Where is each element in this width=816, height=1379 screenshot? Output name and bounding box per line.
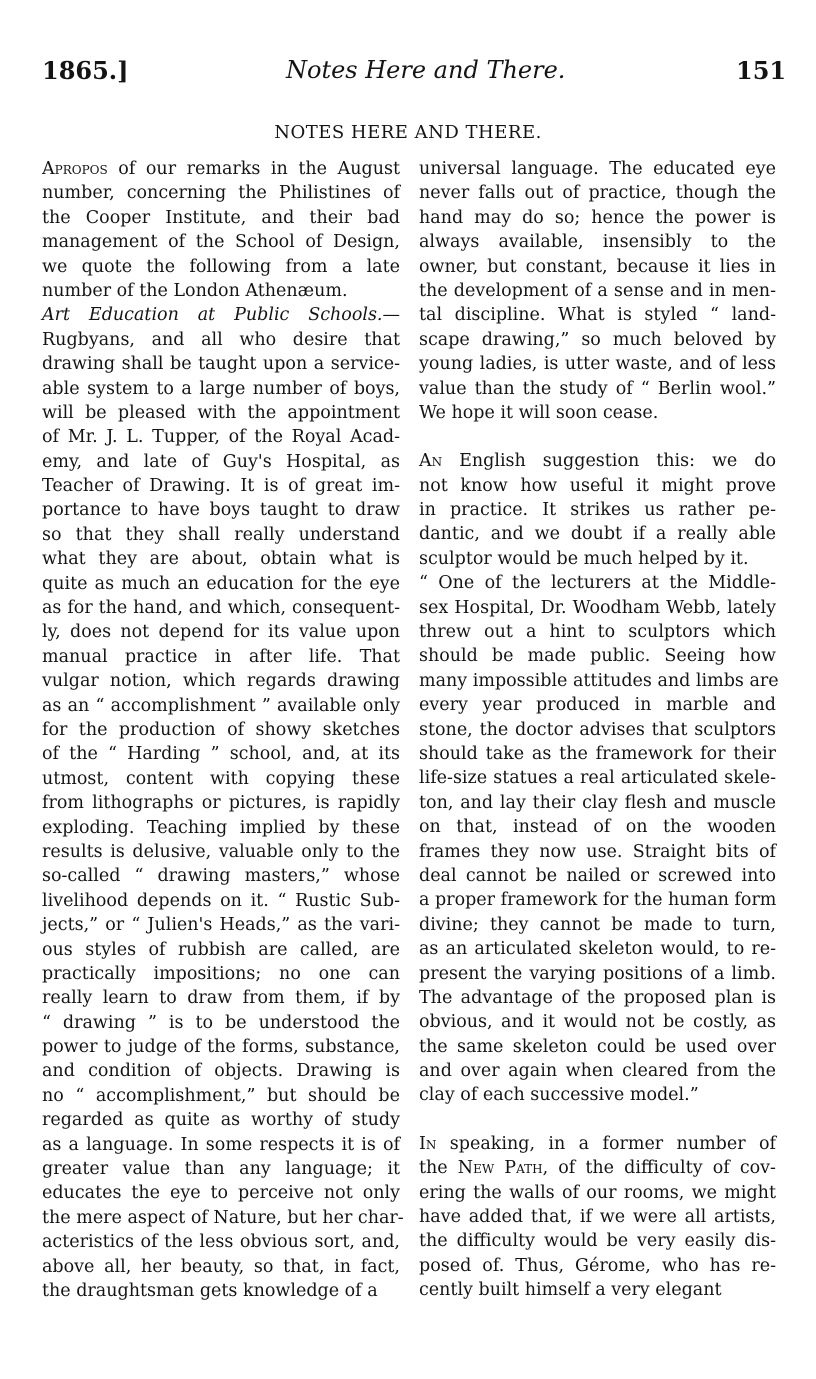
text-line: no “ accomplishment,” but should be xyxy=(42,1085,400,1106)
text-line: utmost, content with copying these xyxy=(42,768,400,789)
header-running-title: Notes Here and There. xyxy=(286,56,566,84)
text-line: the difficulty would be very easily dis- xyxy=(419,1231,776,1252)
text-line: able system to a large number of boys, xyxy=(42,378,400,399)
text-line: as for the hand, and which, consequent- xyxy=(42,598,400,619)
text-line: will be pleased with the appointment xyxy=(42,402,400,423)
text-line: dantic, and we doubt if a really able xyxy=(419,524,776,545)
text-line: drawing shall be taught upon a service- xyxy=(42,354,400,375)
text-line: so that they shall really understand xyxy=(42,524,400,545)
text-line: present the varying positions of a limb. xyxy=(419,963,776,984)
text-line: divine; they cannot be made to turn, xyxy=(419,914,776,935)
text-line: from lithographs or pictures, is rapidly xyxy=(42,793,400,814)
right-column xyxy=(419,157,779,1303)
text-line: and condition of objects. Drawing is xyxy=(42,1061,400,1082)
text-line: hand may do so; hence the power is xyxy=(419,207,776,228)
text-line: educates the eye to perceive not only xyxy=(42,1183,400,1204)
text-line: greater value than any language; it xyxy=(42,1159,400,1180)
text-line: portance to have boys taught to draw xyxy=(42,500,400,521)
text-line: sex Hospital, Dr. Woodham Webb, lately xyxy=(419,597,776,618)
text-line: never falls out of practice, though the xyxy=(419,183,776,204)
text-line: In speaking, in a former number of xyxy=(419,1133,776,1154)
text-line: The advantage of the proposed plan is xyxy=(419,987,776,1008)
text-line: frames they now use. Straight bits of xyxy=(419,841,776,862)
text-line: and over again when cleared from the xyxy=(419,1061,776,1082)
text-line: acteristics of the less obvious sort, and, xyxy=(42,1232,400,1253)
text-line: Apropos of our remarks in the August xyxy=(42,159,400,179)
text-line: for the production of showy sketches xyxy=(42,719,400,740)
text-line: should take as the framework for their xyxy=(419,743,776,764)
text-line: really learn to draw from them, if by xyxy=(42,988,400,1009)
text-line: livelihood depends on it. “ Rustic Sub- xyxy=(42,890,400,911)
text-line: the development of a sense and in men- xyxy=(419,280,776,301)
text-line: threw out a hint to sculptors which xyxy=(419,622,776,643)
header-page-number: 151 xyxy=(736,56,787,85)
text-line: manual practice in after life. That xyxy=(42,646,400,667)
text-line: many impossible attitudes and limbs are xyxy=(419,670,779,691)
text-line: owner, but constant, because it lies in xyxy=(419,256,776,277)
text-line: exploding. Teaching implied by these xyxy=(42,817,400,838)
text-line: sculptor would be much helped by it. xyxy=(419,548,749,569)
text-line: Art Education at Public Schools.— xyxy=(42,305,400,326)
text-line: so-called “ drawing masters,” whose xyxy=(42,866,400,887)
text-line: We hope it will soon cease. xyxy=(419,402,659,423)
text-line: stone, the doctor advises that sculptors xyxy=(419,719,776,740)
text-line: have added that, if we were all artists, xyxy=(419,1207,776,1228)
text-line: emy, and late of Guy's Hospital, as xyxy=(42,451,400,472)
text-line: scape drawing,” so much beloved by xyxy=(419,329,776,350)
text-line: the draughtsman gets knowledge of a xyxy=(42,1280,378,1301)
text-line: cently built himself a very elegant xyxy=(419,1280,722,1301)
paragraph-gap xyxy=(419,425,776,449)
text-line: obvious, and it would not be costly, as xyxy=(419,1012,776,1033)
paragraph-gap xyxy=(419,1108,776,1132)
text-line: Rugbyans, and all who desire that xyxy=(42,329,400,350)
text-line: ering the walls of our rooms, we might xyxy=(419,1182,776,1203)
text-line: ton, and lay their clay flesh and muscle xyxy=(419,792,776,813)
text-line: in practice. It strikes us rather pe- xyxy=(419,500,776,521)
header-year: 1865.] xyxy=(42,56,129,85)
text-line: we quote the following from a late xyxy=(42,256,400,277)
text-line: clay of each successive model.” xyxy=(419,1085,699,1106)
text-line: jects,” or “ Julien's Heads,” as the vari- xyxy=(42,915,400,936)
text-line: what they are about, obtain what is xyxy=(42,549,400,570)
text-line: number of the London Athenæum. xyxy=(42,280,348,301)
text-line: should be made public. Seeing how xyxy=(419,646,776,667)
running-header xyxy=(0,56,816,92)
text-line: ly, does not depend for its value upon xyxy=(42,622,400,643)
text-line: posed of. Thus, Gérome, who has re- xyxy=(419,1255,776,1276)
text-line: practically impositions; no one can xyxy=(42,963,400,984)
text-line: regarded as quite as worthy of study xyxy=(42,1110,400,1131)
text-line: quite as much an education for the eye xyxy=(42,573,400,594)
text-line: the same skeleton could be used over xyxy=(419,1036,776,1057)
text-line: of the “ Harding ” school, and, at its xyxy=(42,744,400,765)
text-line: young ladies, is utter waste, and of less xyxy=(419,354,776,375)
text-line: the mere aspect of Nature, but her char- xyxy=(42,1207,404,1228)
text-line: value than the study of “ Berlin wool.” xyxy=(419,378,776,399)
text-line: Teacher of Drawing. It is of great im- xyxy=(42,476,400,497)
text-line: not know how useful it might prove xyxy=(419,475,776,496)
text-line: the New Path, of the difficulty of cov- xyxy=(419,1158,776,1179)
text-line: “ drawing ” is to be understood the xyxy=(42,1012,400,1033)
text-line: as a language. In some respects it is of xyxy=(42,1134,400,1155)
text-line: An English suggestion this: we do xyxy=(419,451,776,472)
text-line: ous styles of rubbish are called, are xyxy=(42,939,400,960)
text-line: management of the School of Design, xyxy=(42,232,400,253)
section-title: NOTES HERE AND THERE. xyxy=(274,122,542,143)
text-line: “ One of the lecturers at the Middle- xyxy=(419,573,776,594)
text-line: as an “ accomplishment ” available only xyxy=(42,695,400,716)
text-line: power to judge of the forms, substance, xyxy=(42,1037,400,1058)
left-column xyxy=(42,157,404,1303)
text-line: a proper framework for the human form xyxy=(419,890,777,911)
text-line: number, concerning the Philistines of xyxy=(42,183,400,204)
text-line: results is delusive, valuable only to the xyxy=(42,841,400,862)
text-line: every year produced in marble and xyxy=(419,695,776,716)
text-line: universal language. The educated eye xyxy=(419,159,776,179)
text-line: always available, insensibly to the xyxy=(419,232,776,253)
text-line: life-size statues a real articulated skele- xyxy=(419,768,776,789)
text-line: deal cannot be nailed or screwed into xyxy=(419,865,776,886)
text-line: tal discipline. What is styled “ land- xyxy=(419,305,776,326)
text-line: the Cooper Institute, and their bad xyxy=(42,207,400,228)
text-line: of Mr. J. L. Tupper, of the Royal Acad- xyxy=(42,427,400,448)
text-line: above all, her beauty, so that, in fact, xyxy=(42,1256,400,1277)
text-line: on that, instead of on the wooden xyxy=(419,817,776,838)
text-line: as an articulated skeleton would, to re- xyxy=(419,939,776,960)
text-line: vulgar notion, which regards drawing xyxy=(42,671,400,692)
